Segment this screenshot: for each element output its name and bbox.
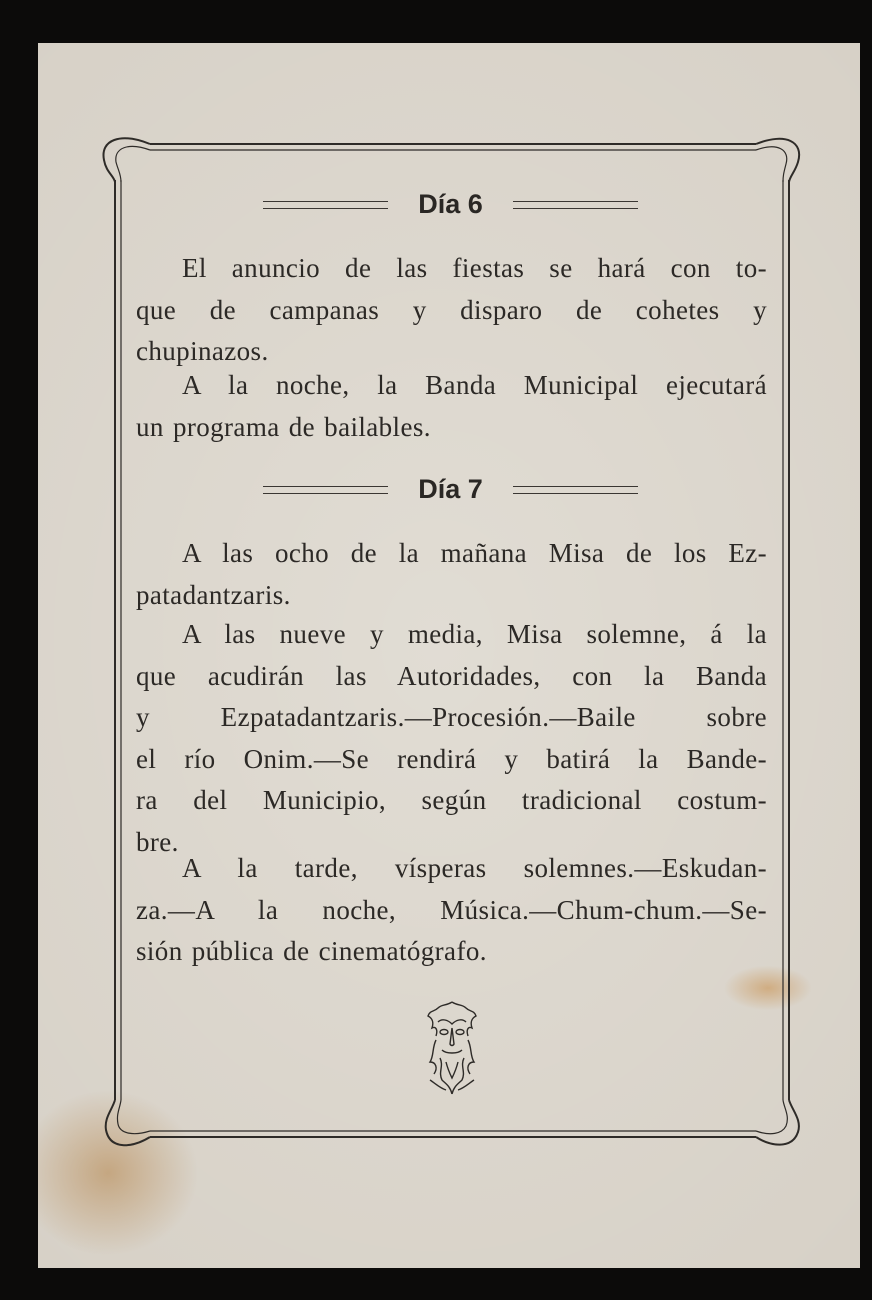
- paragraph: [136, 365, 767, 448]
- heading-rule-left: [263, 486, 388, 494]
- text-line: el río Onim.—Se rendirá y batirá la Bande-: [136, 743, 767, 774]
- heading-rule-right: [513, 486, 638, 494]
- text-line: A la tarde, vísperas solemnes.—Eskudan-: [182, 853, 767, 883]
- text-line: un programa de bailables.: [136, 411, 431, 442]
- text-line: que de campanas y disparo de cohetes y: [136, 294, 767, 325]
- text-line: ra del Municipio, según tradicional costum-: [136, 785, 767, 815]
- section-heading-label: Día 6: [418, 189, 483, 219]
- text-line: que acudirán las Autoridades, con la Banda: [136, 660, 767, 691]
- section-heading-dia-7: [243, 474, 658, 505]
- section-heading-dia-6: [243, 189, 658, 220]
- text-line: bre.: [136, 826, 179, 857]
- heading-rule-right: [513, 201, 638, 209]
- paragraph: [136, 848, 767, 973]
- text-line: patadantzaris.: [136, 579, 291, 610]
- paragraph: [136, 533, 767, 616]
- text-line: sión pública de cinematógrafo.: [136, 936, 487, 966]
- text-line: A las nueve y media, Misa solemne, á la: [182, 619, 767, 649]
- grotesque-mask-ornament-icon: [424, 1000, 480, 1096]
- section-heading-label: Día 7: [418, 474, 483, 504]
- text-line: y Ezpatadantzaris.—Procesión.—Baile sobre: [136, 702, 767, 732]
- text-line: chupinazos.: [136, 336, 269, 366]
- paragraph: [136, 614, 767, 863]
- text-line: za.—A la noche, Música.—Chum-chum.—Se-: [136, 894, 767, 925]
- text-line: A la noche, la Banda Municipal ejecutará: [182, 370, 767, 400]
- paragraph: [136, 248, 767, 373]
- text-line: El anuncio de las fiestas se hará con to-: [182, 253, 767, 283]
- heading-rule-left: [263, 201, 388, 209]
- text-line: A las ocho de la mañana Misa de los Ez-: [182, 538, 767, 568]
